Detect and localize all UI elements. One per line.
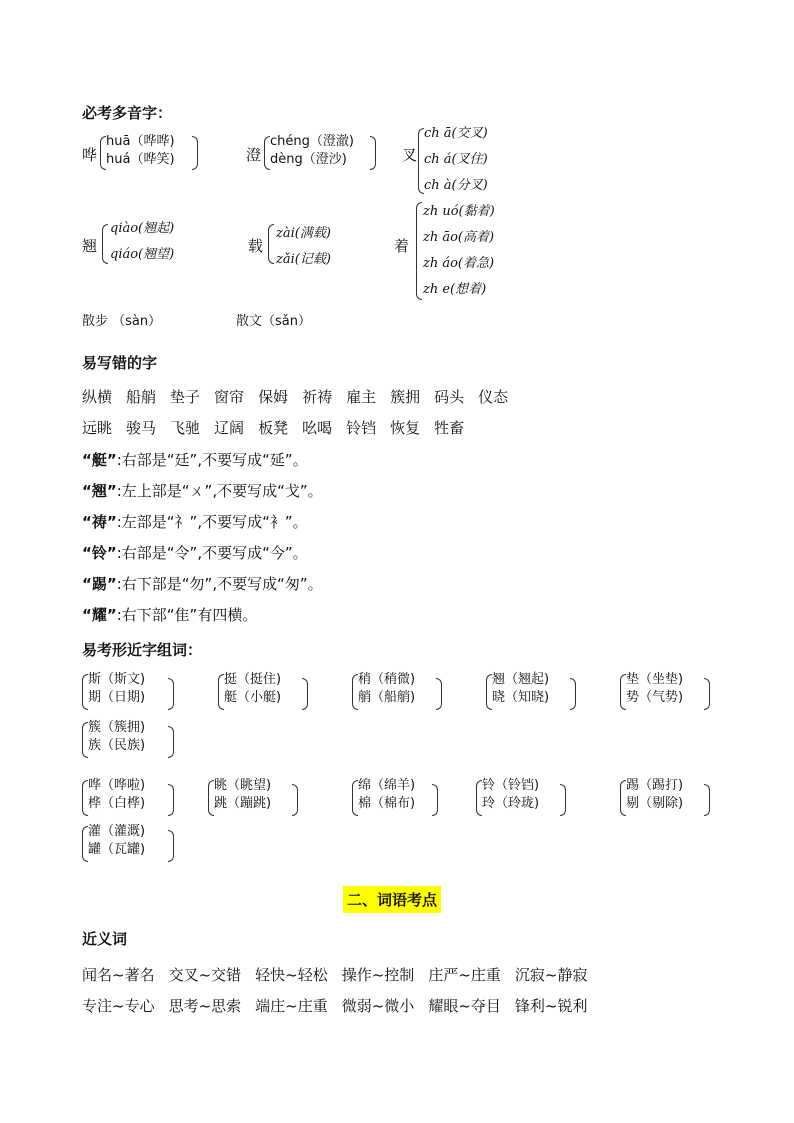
- similar-item: 灌（灌溉): [88, 824, 146, 839]
- brace: [168, 784, 174, 816]
- synonym-pair: 微弱~微小: [341, 997, 415, 1015]
- brace: [570, 678, 576, 710]
- poly-line: zh āo(高着): [423, 230, 495, 245]
- poly-char-qiao: 翘: [82, 237, 98, 255]
- poly-line: zài(满载): [276, 226, 331, 241]
- similar-item: 垫（坐垫): [626, 672, 684, 687]
- brace: [168, 726, 174, 758]
- brace: [302, 678, 308, 710]
- brace: [704, 784, 710, 816]
- poly-line: zh uó(黏着): [423, 204, 495, 219]
- similar-item: 艇（小艇): [224, 690, 282, 705]
- word: 吆喝: [302, 419, 333, 437]
- poly-char-cheng: 澄: [246, 146, 262, 164]
- similar-item: 棉（棉布): [358, 796, 416, 811]
- note-text: :左部是“礻”,不要写成“衤”。: [116, 513, 308, 531]
- wrong-words-row-2: [82, 417, 478, 438]
- note-char: “艇”: [82, 451, 117, 469]
- similar-item: 剔（剔除): [626, 796, 684, 811]
- word: 辽阔: [214, 419, 245, 437]
- poly-line: zh áo(着急): [423, 256, 495, 271]
- synonym-pair: 专注~专心: [82, 997, 155, 1015]
- word: 纵横: [82, 388, 113, 406]
- polyphonic-title: 必考多音字：: [82, 104, 173, 122]
- wrong-words-row-1: [82, 386, 522, 407]
- note-text: :右部是“廷”,不要写成“延”。: [116, 451, 308, 469]
- poly-line: qiào(翘起): [110, 221, 175, 236]
- vocab-section-title: 二、词语考点: [343, 886, 441, 913]
- poly-line: zǎi(记载): [276, 252, 331, 267]
- note-char: “铃”: [82, 544, 117, 562]
- synonym-pair: 庄严~庄重: [428, 966, 501, 984]
- brace: [102, 224, 108, 264]
- similar-item: 玲（玲珑): [482, 796, 540, 811]
- note-text: :右部是“令”,不要写成“今”。: [116, 544, 308, 562]
- word: 远眺: [82, 419, 113, 437]
- similar-item: 眺（眺望): [214, 778, 272, 793]
- similar-item: 翘（翘起): [492, 672, 550, 687]
- similar-item: 绵（绵羊): [358, 778, 416, 793]
- synonym-pair: 锋利~锐利: [514, 997, 588, 1015]
- note-text: :右下部是“勿”,不要写成“匆”。: [116, 575, 323, 593]
- poly-char-hua: 哗: [82, 146, 98, 164]
- note-line: [82, 573, 323, 594]
- poly-line: ch à(分叉): [424, 178, 488, 193]
- poly-line: dèng（澄沙): [270, 152, 347, 167]
- note-char: “耀”: [82, 606, 117, 624]
- note-char: “祷”: [82, 513, 117, 531]
- brace: [416, 202, 422, 300]
- note-line: [82, 480, 323, 501]
- synonym-pair: 沉寂~静寂: [514, 966, 588, 984]
- synonym-pair: 轻快~轻松: [255, 966, 328, 984]
- word: 保姆: [258, 388, 289, 406]
- word: 飞驰: [170, 419, 201, 437]
- poly-san-1: 散步 （sàn）: [82, 314, 162, 329]
- brace: [560, 784, 566, 816]
- similar-item: 簇（簇拥): [88, 720, 146, 735]
- similar-item: 期（日期): [88, 690, 146, 705]
- brace: [432, 784, 438, 816]
- note-line: [82, 604, 257, 625]
- similar-item: 罐（瓦罐): [88, 842, 146, 857]
- similar-item: 族（民族): [88, 738, 146, 753]
- similar-item: 踢（踢打): [626, 778, 684, 793]
- similar-item: 晓（知晓): [492, 690, 550, 705]
- poly-san-2: 散文（sǎn）: [236, 314, 311, 329]
- word: 垫子: [170, 388, 201, 406]
- poly-line: ch ā(交叉): [424, 126, 488, 141]
- similar-item: 桦（白桦): [88, 796, 146, 811]
- poly-line: huá（哗笑): [106, 152, 175, 167]
- poly-char-cha: 叉: [402, 146, 418, 164]
- similar-item: 跳（蹦跳): [214, 796, 272, 811]
- synonyms-title: 近义词: [82, 930, 128, 948]
- easy-wrong-title: 易写错的字: [82, 354, 158, 372]
- word: 簇拥: [390, 388, 421, 406]
- synonym-pair: 耀眼~夺目: [428, 997, 501, 1015]
- word: 窗帘: [214, 388, 245, 406]
- note-char: “踢”: [82, 575, 117, 593]
- note-text: :右下部“隹”有四横。: [116, 606, 258, 624]
- word: 码头: [434, 388, 465, 406]
- similar-title: 易考形近字组词：: [82, 641, 203, 659]
- poly-line: ch á(叉住): [424, 152, 488, 167]
- brace: [168, 830, 174, 862]
- similar-item: 哗（哗啦): [88, 778, 146, 793]
- brace: [192, 136, 198, 170]
- note-line: [82, 449, 308, 470]
- brace: [168, 678, 174, 710]
- synonyms-row-2: [82, 995, 601, 1016]
- similar-item: 艄（船艄): [358, 690, 416, 705]
- synonym-pair: 交叉~交错: [168, 966, 242, 984]
- poly-char-zai: 载: [248, 237, 264, 255]
- poly-char-zhe: 着: [394, 237, 410, 255]
- note-text: :左上部是“ㄨ”,不要写成“戈”。: [116, 482, 323, 500]
- word: 牲畜: [434, 419, 465, 437]
- word: 船艄: [126, 388, 157, 406]
- brace: [436, 678, 442, 710]
- similar-item: 铃（铃铛): [482, 778, 540, 793]
- brace: [292, 784, 298, 816]
- brace: [370, 136, 376, 170]
- poly-line: qiáo(翘望): [110, 247, 175, 262]
- synonym-pair: 闻名~著名: [82, 966, 155, 984]
- brace: [704, 678, 710, 710]
- brace: [268, 224, 274, 264]
- note-line: [82, 542, 308, 563]
- word: 仪态: [478, 388, 509, 406]
- similar-item: 斯（斯文): [88, 672, 146, 687]
- note-char: “翘”: [82, 482, 117, 500]
- similar-item: 稍（稍微): [358, 672, 416, 687]
- word: 铃铛: [346, 419, 377, 437]
- word: 板凳: [258, 419, 289, 437]
- synonym-pair: 思考~思索: [168, 997, 242, 1015]
- synonym-pair: 操作~控制: [341, 966, 415, 984]
- similar-item: 势（气势): [626, 690, 684, 705]
- note-line: [82, 511, 308, 532]
- word: 恢复: [390, 419, 421, 437]
- poly-line: chéng（澄澈): [270, 134, 354, 149]
- word: 骏马: [126, 419, 157, 437]
- similar-item: 挺（挺住): [224, 672, 282, 687]
- synonyms-row-1: [82, 964, 601, 985]
- poly-line: zh e(想着): [423, 282, 487, 297]
- synonym-pair: 端庄~庄重: [255, 997, 328, 1015]
- poly-line: huā（哗哗): [106, 134, 175, 149]
- word: 雇主: [346, 388, 377, 406]
- word: 祈祷: [302, 388, 333, 406]
